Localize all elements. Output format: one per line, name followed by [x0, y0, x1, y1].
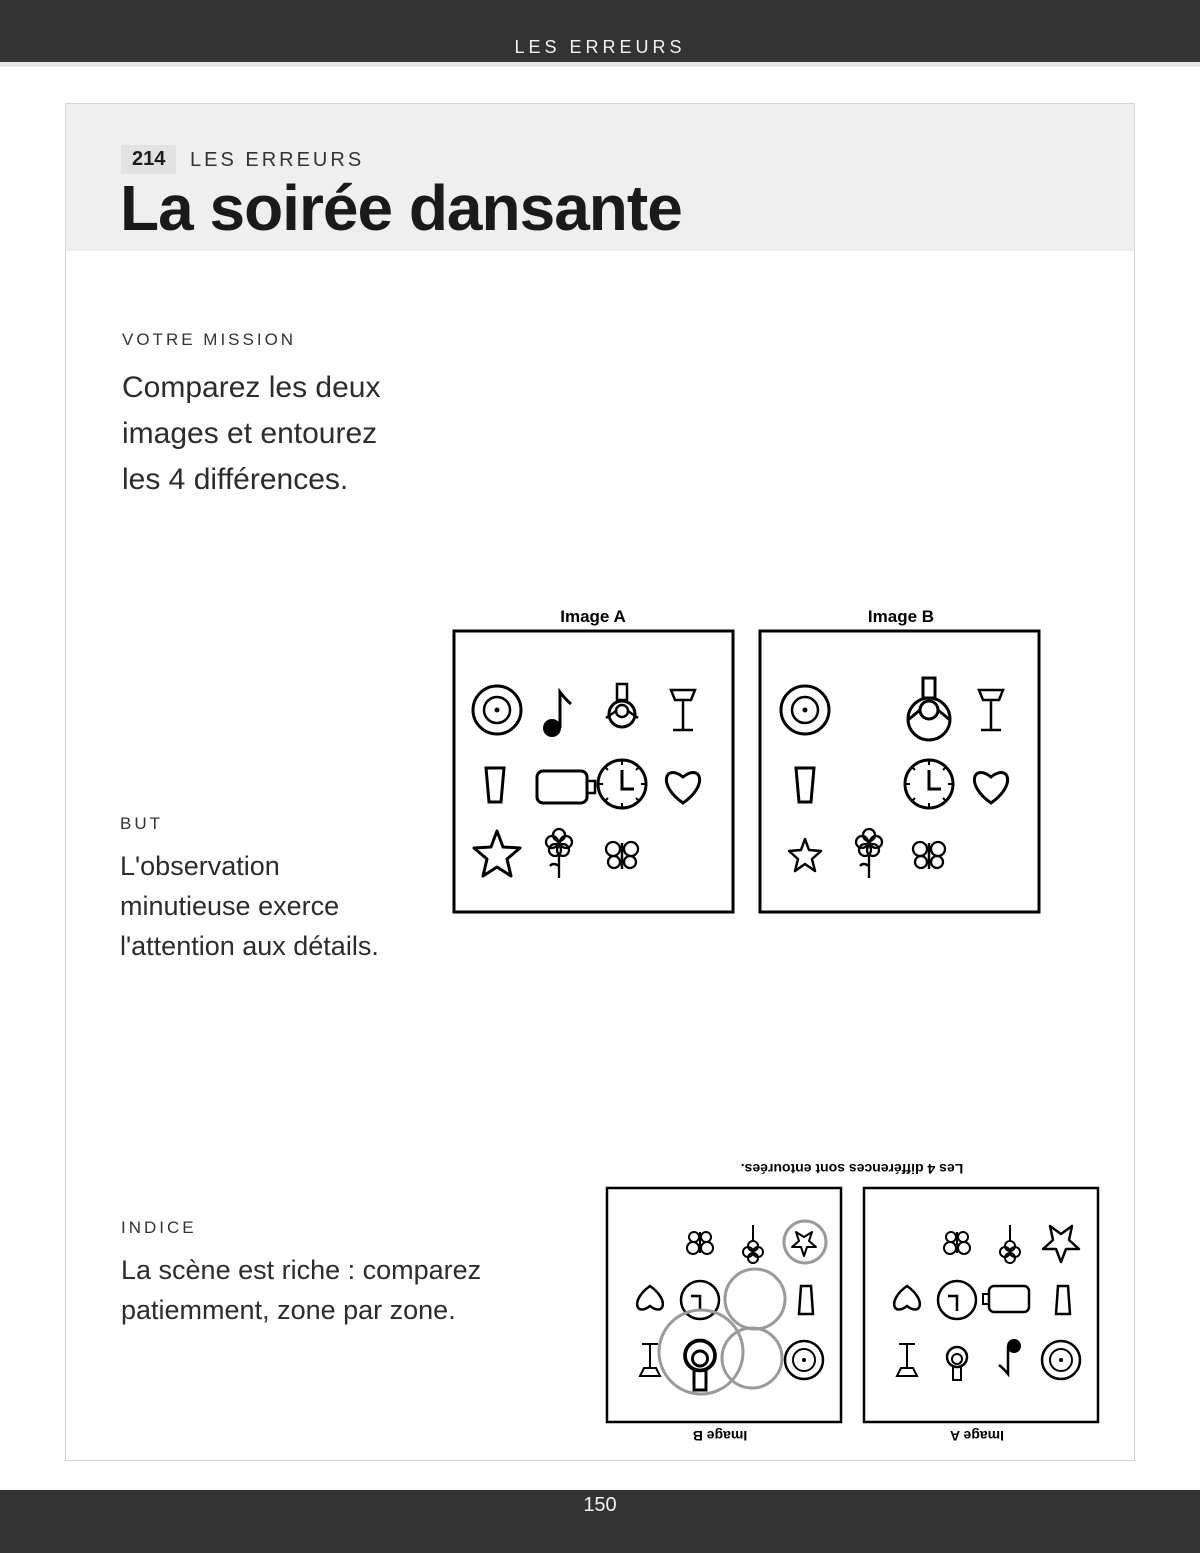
hint-line: patiemment, zone par zone. — [121, 1295, 456, 1325]
running-head: LES ERREURS — [514, 37, 686, 57]
hint-label: INDICE — [121, 1218, 197, 1237]
mission-line: les 4 différences. — [122, 463, 349, 496]
solution-image-a-frame — [864, 1188, 1098, 1422]
puzzle-number: 214 — [121, 145, 176, 174]
puzzle-category: LES ERREURS — [190, 149, 365, 171]
solution-image-b-label: Image B — [692, 1428, 748, 1444]
solution-figure — [600, 1160, 1105, 1450]
goal-line: l'attention aux détails. — [120, 931, 379, 961]
mission-line: images et entourez — [122, 417, 378, 450]
mission-label: VOTRE MISSION — [122, 330, 297, 349]
hint-text — [121, 1250, 481, 1330]
goal-line: minutieuse exerce — [120, 891, 340, 921]
page-title: La soirée dansante — [120, 172, 682, 244]
solution-image-a-label: Image A — [950, 1428, 1004, 1444]
mission-text — [122, 365, 380, 503]
image-b-label: Image B — [867, 607, 935, 626]
image-b-frame — [760, 631, 1039, 912]
image-a-label: Image A — [560, 607, 626, 626]
hint-line: La scène est riche : comparez — [121, 1255, 482, 1285]
goal-label: BUT — [120, 814, 163, 833]
goal-line: L'observation — [120, 851, 280, 881]
puzzle-figure — [450, 600, 1050, 920]
card-header — [66, 104, 1134, 251]
solution-caption: Les 4 différences sont entourées. — [740, 1161, 964, 1177]
goal-text — [120, 846, 379, 966]
mission-line: Comparez les deux — [122, 371, 381, 404]
page-number: 150 — [583, 1494, 617, 1516]
